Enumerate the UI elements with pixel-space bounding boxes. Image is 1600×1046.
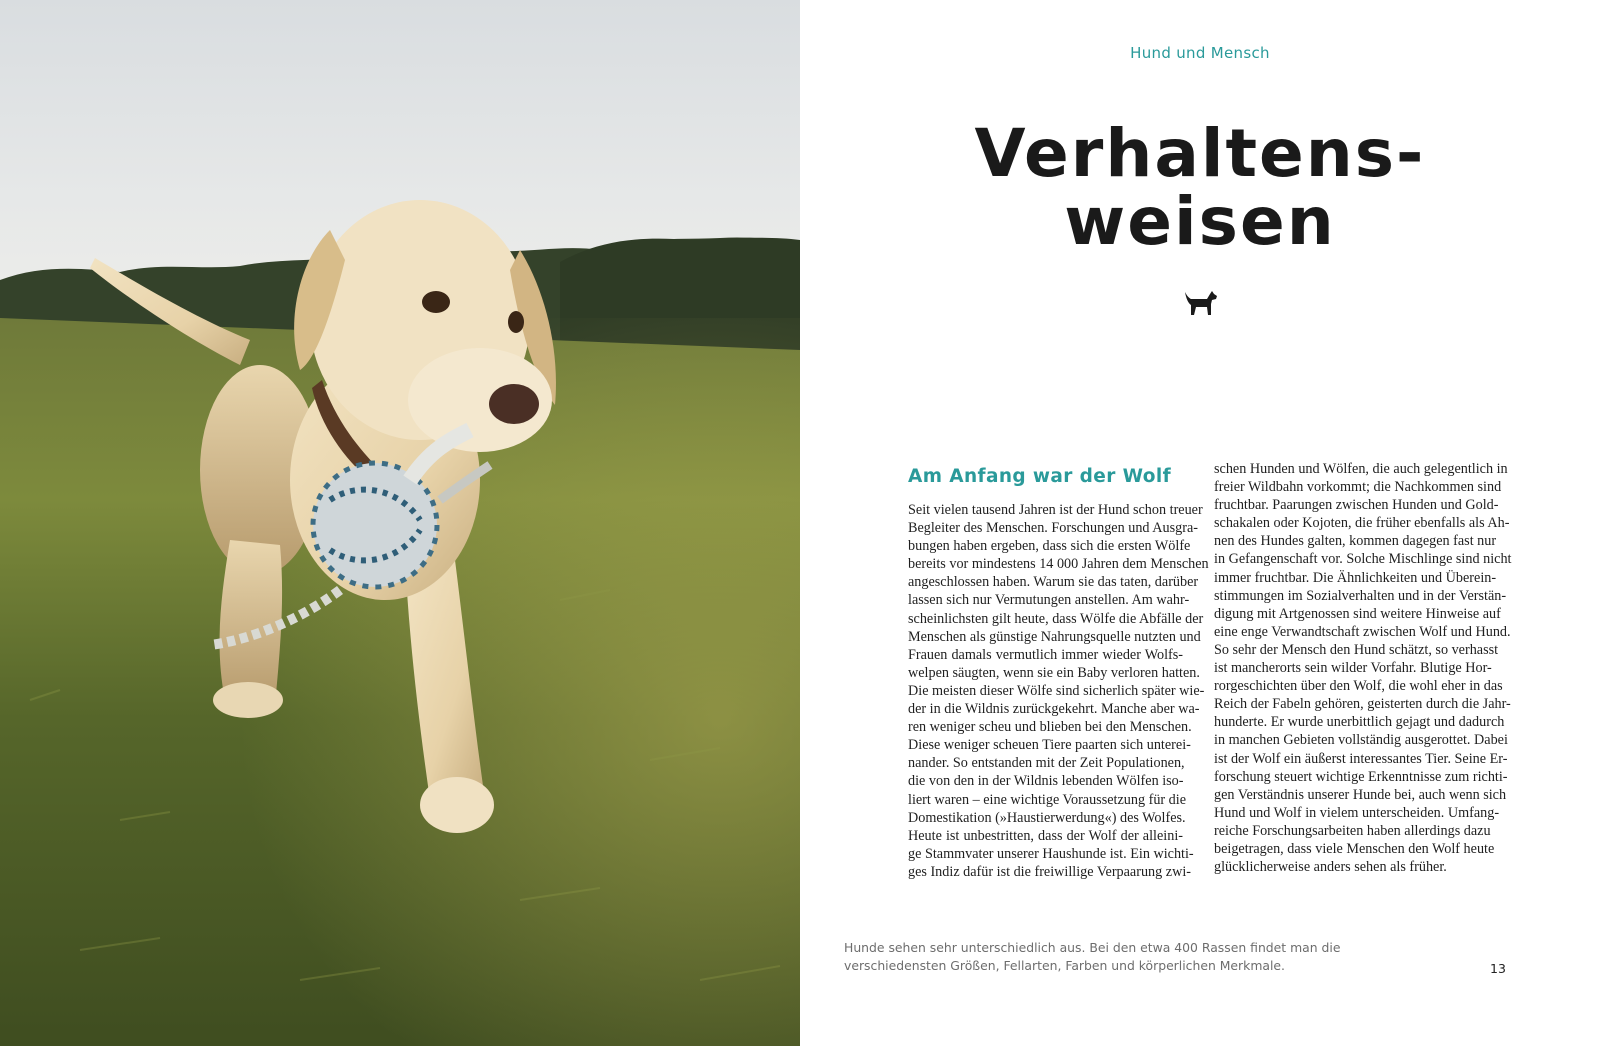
text-line: ge Stammvater unserer Haushunde ist. Ein wichti- <box>908 845 1194 862</box>
page-title-line-2: weisen <box>1064 183 1336 260</box>
text-line: welpen säugten, wenn sie ein Baby verloren hatten. <box>908 664 1200 681</box>
text-line: schakalen oder Kojoten, die früher ebenfalls als Ah- <box>1214 515 1510 532</box>
text-column-right <box>1214 460 1512 876</box>
caption-line-1: Hunde sehen sehr unterschiedlich aus. Bei den etwa 400 Rassen findet man die <box>844 940 1341 955</box>
text-line: Die meisten dieser Wölfe sind sicherlich später wie- <box>908 682 1205 699</box>
text-line: gen Verständnis unserer Hunde bei, auch wenn sich <box>1214 786 1507 803</box>
text-line: der in die Wildnis zurückgekehrt. Manche aber wa- <box>908 701 1200 718</box>
text-line: immer fruchtbar. Die Ähnlichkeiten und Überein- <box>1214 569 1497 586</box>
page-title <box>800 115 1600 260</box>
photo-caption <box>844 939 1364 975</box>
running-head: Hund und Mensch <box>1130 44 1270 62</box>
text-line: lassen sich nur Vermutungen anstellen. Am wahr- <box>908 592 1190 609</box>
text-line: rorgeschichten über den Wolf, die wohl eher in das <box>1214 678 1503 695</box>
text-line: liert waren – eine wichtige Voraussetzung für die <box>908 791 1187 808</box>
text-line: beigetragen, dass viele Menschen den Wolf heute <box>1214 840 1495 857</box>
text-line: angeschlossen haben. Warum sie das taten, darüber <box>908 574 1199 591</box>
text-line: Seit vielen tausend Jahren ist der Hund schon treuer <box>908 502 1203 518</box>
text-line: in manchen Gebieten vollständig ausgerottet. Dabei <box>1214 732 1508 749</box>
text-line: in Gefangenschaft vor. Solche Mischlinge sind nicht <box>1214 551 1512 568</box>
caption-line-2: verschiedensten Größen, Fellarten, Farben und körperlichen Merkmale. <box>844 958 1285 973</box>
text-line: glücklicherweise anders sehen als früher. <box>1214 859 1447 876</box>
text-line: ist mancherorts sein wilder Vorfahr. Blutige Hor- <box>1214 660 1492 677</box>
text-line: nen des Hundes galten, kommen dagegen fast nur <box>1214 533 1497 550</box>
section-heading: Am Anfang war der Wolf <box>908 466 1172 487</box>
text-line: So sehr der Mensch den Hund schätzt, so verhasst <box>1214 641 1499 658</box>
text-line: Domestikation (»Haustierwerdung«) des Wolfes. <box>908 809 1186 826</box>
page-title-line-1: Verhaltens- <box>974 115 1426 192</box>
text-column-left <box>908 460 1209 881</box>
text-line: schen Hunden und Wölfen, die auch gelegentlich in <box>1214 461 1508 477</box>
text-line: bereits vor mindestens 14 000 Jahren dem Menschen <box>908 556 1209 573</box>
text-line: hunderte. Er wurde unerbittlich gejagt und dadurch <box>1214 714 1505 731</box>
text-line: die von den in der Wildnis lebenden Wölfen iso- <box>908 773 1184 790</box>
text-line: Frauen damals vermutlich immer wieder Wolfs- <box>908 646 1183 663</box>
text-line: digung mit Artgenossen sind weitere Hinweise auf <box>1214 605 1501 622</box>
text-line: Hund und Wolf in vielem unterscheiden. Umfang- <box>1214 804 1500 821</box>
text-line: Heute ist unbestritten, dass der Wolf der alleini- <box>908 827 1183 844</box>
body-text-left <box>908 501 1209 881</box>
text-line: ges Indiz dafür ist die freiwillige Verpaarung zwi- <box>908 863 1191 880</box>
text-line: stimmungen im Sozialverhalten und in der Verstän- <box>1214 587 1507 604</box>
dog-icon <box>1183 288 1219 318</box>
text-line: bungen haben ergeben, dass sich die ersten Wölfe <box>908 538 1191 555</box>
text-line: reiche Forschungsarbeiten haben allerdings dazu <box>1214 822 1491 839</box>
text-line: Menschen als günstige Nahrungsquelle nutzten und <box>908 628 1201 645</box>
text-line: freier Wildbahn vorkommt; die Nachkommen sind <box>1214 479 1502 496</box>
text-page <box>800 0 1600 1046</box>
text-line: eine enge Verwandtschaft zwischen Wolf und Hund. <box>1214 623 1511 640</box>
text-line: forschung steuert wichtige Erkenntnisse zum richti- <box>1214 768 1508 785</box>
text-line: ren weniger scheu und blieben bei den Menschen. <box>908 719 1192 736</box>
text-line: fruchtbar. Paarungen zwischen Hunden und Gold- <box>1214 497 1499 514</box>
text-line: scheinlichsten gilt heute, dass Wölfe die Abfälle der <box>908 610 1204 627</box>
page-number: 13 <box>1490 961 1506 976</box>
text-line: Begleiter des Menschen. Forschungen und Ausgra- <box>908 520 1198 537</box>
text-line: nander. So entstanden mit der Zeit Populationen, <box>908 755 1185 772</box>
body-text-right <box>1214 460 1512 876</box>
text-line: ist der Wolf ein äußerst interessantes Tier. Seine Er- <box>1214 750 1508 767</box>
text-line: Diese weniger scheuen Tiere paarten sich unterei- <box>908 737 1191 754</box>
text-line: Reich der Fabeln gehören, geisterten durch die Jahr- <box>1214 696 1511 713</box>
